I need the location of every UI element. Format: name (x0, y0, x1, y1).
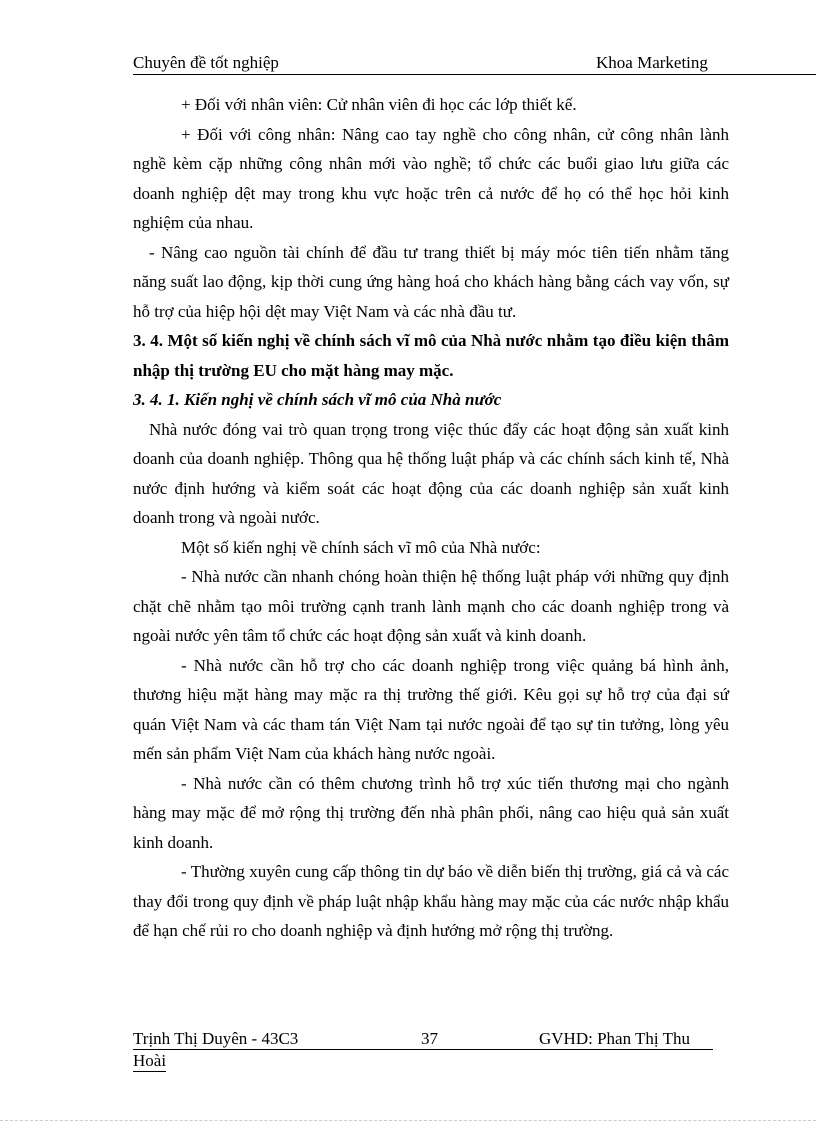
section-heading: 3. 4. Một số kiến nghị về chính sách vĩ mô của Nhà nước nhằm tạo điều kiện thâm nhập thị trường EU cho mặt hàng may mặc. (133, 331, 729, 380)
footer-author: Trịnh Thị Duyên - 43C3 (133, 1029, 299, 1048)
page-bottom-border (0, 1120, 816, 1121)
paragraph-state-role: Nhà nước đóng vai trò quan trọng trong việc thúc đẩy các hoạt động sản xuất kinh doanh của doanh nghiệp. Thông qua hệ thống luật pháp và các chính sách kinh tế, Nhà nước định hướng và kiểm soát các hoạt động của các doanh nghiệp sản xuất kinh doanh trong và ngoài nước. (133, 419, 729, 527)
paragraph-market-info: - Thường xuyên cung cấp thông tin dự báo về diễn biến thị trường, giá cả và các thay đổi trong quy định về pháp luật nhập khẩu hàng may mặc của các nước nhập khẩu để hạn chế rủi ro cho doanh nghiệp và định hướng mở rộng thị trường. (133, 862, 729, 940)
paragraph-staff: + Đối với nhân viên: Cử nhân viên đi học các lớp thiết kế. (181, 95, 577, 114)
footer-advisor-continued: Hoài (133, 1051, 167, 1070)
page-number: 37 (421, 1029, 438, 1048)
header-title: Chuyên đề tốt nghiệp (133, 53, 279, 72)
page-header (133, 52, 816, 75)
document-body (133, 90, 729, 946)
subsection-heading: 3. 4. 1. Kiến nghị về chính sách vĩ mô của Nhà nước (133, 390, 502, 409)
footer-advisor: GVHD: Phan Thị Thu (539, 1029, 690, 1048)
paragraph-branding: - Nhà nước cần hỗ trợ cho các doanh nghiệp trong việc quảng bá hình ảnh, thương hiệu mặt hàng may mặc ra thị trường thế giới. Kêu gọi sự hỗ trợ của đại sứ quán Việt Nam và các tham tán Việt Nam tại nước ngoài để tạo sự tin tưởng, lòng yêu mến sản phẩm Việt Nam của khách hàng nước ngoài. (133, 655, 729, 763)
paragraph-trade-promotion: - Nhà nước cần có thêm chương trình hỗ trợ xúc tiến thương mại cho ngành hàng may mặc để mở rộng thị trường đến nhà phân phối, nâng cao hiệu quả sản xuất kinh doanh. (133, 773, 729, 852)
paragraph-law: - Nhà nước cần nhanh chóng hoàn thiện hệ thống luật pháp với những quy định chặt chẽ nhằm tạo môi trường cạnh tranh lành mạnh cho các doanh nghiệp trong và ngoài nước yên tâm tổ chức các hoạt động sản xuất và kinh doanh. (133, 567, 729, 645)
header-department: Khoa Marketing (596, 53, 708, 72)
paragraph-finance: - Nâng cao nguồn tài chính để đầu tư trang thiết bị máy móc tiên tiến nhằm tăng năng suất lao động, kịp thời cung ứng hàng hoá cho khách hàng bằng cách vay vốn, sự hỗ trợ của hiệp hội dệt may Việt Nam và các nhà đầu tư. (133, 242, 729, 321)
page-footer (133, 1028, 713, 1072)
paragraph-workers: + Đối với công nhân: Nâng cao tay nghề cho công nhân, cử công nhân lành nghề kèm cặp những công nhân mới vào nghề; tổ chức các buổi giao lưu giữa các doanh nghiệp dệt may trong khu vực hoặc trên cả nước để họ có thể học hỏi kinh nghiệm của nhau. (133, 124, 729, 232)
paragraph-recommend-intro: Một số kiến nghị về chính sách vĩ mô của Nhà nước: (181, 537, 541, 557)
